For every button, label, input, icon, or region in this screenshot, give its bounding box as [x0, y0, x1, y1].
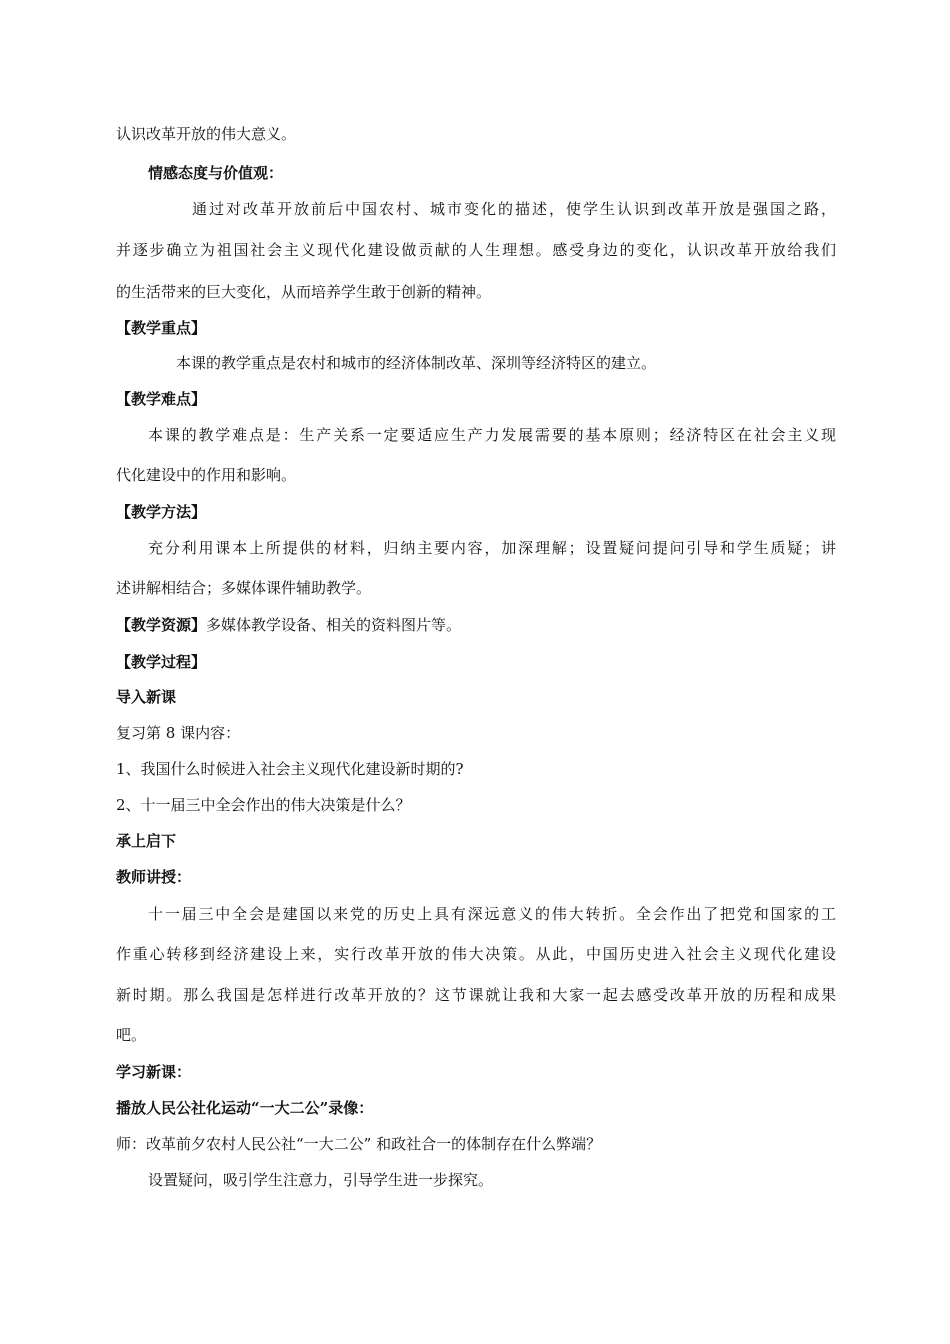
paragraph-line: 的生活带来的巨大变化，从而培养学生敢于创新的精神。 — [116, 283, 492, 301]
section-heading-key-points: 【教学重点】 — [116, 319, 207, 337]
section-heading-resources: 【教学资源】 — [116, 616, 207, 634]
section-heading-attitude-values: 情感态度与价值观： — [148, 164, 284, 182]
paragraph-line: 作重心转移到经济建设上来，实行改革开放的伟大决策。从此，中国历史进入社会主义现代化建设 — [116, 945, 836, 963]
paragraph-line: 新时期。那么我国是怎样进行改革开放的？这节课就让我和大家一起去感受改革开放的历程和成果 — [116, 986, 836, 1004]
paragraph-line: 吧。 — [116, 1026, 147, 1044]
resources-text: 多媒体教学设备、相关的资料图片等。 — [206, 616, 462, 634]
text-line: 认识改革开放的伟大意义。 — [116, 125, 297, 143]
paragraph-line: 本课的教学难点是：生产关系一定要适应生产力发展需要的基本原则；经济特区在社会主义现 — [148, 426, 836, 444]
section-heading-methods: 【教学方法】 — [116, 503, 207, 521]
list-item: 2、十一届三中全会作出的伟大决策是什么？ — [116, 796, 411, 814]
subheading-introduction: 导入新课 — [116, 688, 177, 706]
text-line: 设置疑问，吸引学生注意力，引导学生进一步探究。 — [148, 1171, 494, 1189]
list-item: 1、我国什么时候进入社会主义现代化建设新时期的? — [116, 760, 464, 778]
paragraph-line: 通过对改革开放前后中国农村、城市变化的描述，使学生认识到改革开放是强国之路， — [192, 200, 836, 218]
paragraph-line: 充分利用课本上所提供的材料，归纳主要内容，加深理解；设置疑问提问引导和学生质疑；讲 — [148, 539, 836, 557]
subheading-teacher-lecture: 教师讲授： — [116, 868, 192, 886]
text-line: 复习第 8 课内容： — [116, 724, 241, 742]
paragraph-line: 述讲解相结合；多媒体课件辅助教学。 — [116, 579, 372, 597]
text-line: 师：改革前夕农村人民公社“一大二公” 和政社合一的体制存在什么弊端？ — [116, 1135, 602, 1153]
subheading-video: 播放人民公社化运动“一大二公”录像： — [116, 1099, 374, 1117]
subheading-transition: 承上启下 — [116, 832, 177, 850]
paragraph-line: 并逐步确立为祖国社会主义现代化建设做贡献的人生理想。感受身边的变化，认识改革开放给我们 — [116, 241, 836, 259]
section-heading-difficulties: 【教学难点】 — [116, 390, 207, 408]
resources-line — [116, 615, 461, 635]
paragraph-line: 代化建设中的作用和影响。 — [116, 466, 297, 484]
subheading-new-lesson: 学习新课： — [116, 1063, 192, 1081]
section-heading-process: 【教学过程】 — [116, 653, 207, 671]
paragraph-line: 十一届三中全会是建国以来党的历史上具有深远意义的伟大转折。全会作出了把党和国家的工 — [148, 905, 836, 923]
paragraph-line: 本课的教学重点是农村和城市的经济体制改革、深圳等经济特区的建立。 — [176, 354, 657, 372]
